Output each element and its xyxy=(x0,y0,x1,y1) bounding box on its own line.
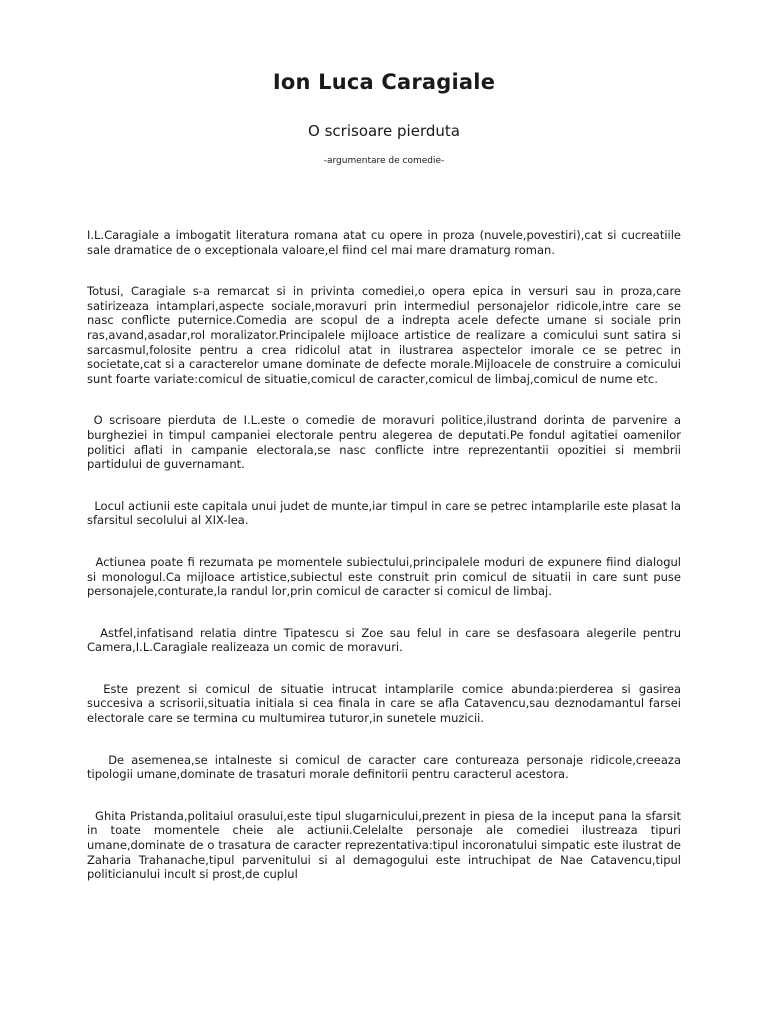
document-title: Ion Luca Caragiale xyxy=(272,70,496,94)
paragraph-play-overview: O scrisoare pierduta de I.L.este o comedie de moravuri politice,ilustrand dorinta de parvenire a burgheziei in timpul campaniei electorale pentru alegerea de deputati.Pe fondul agitatiei oamenilor politici aflati in campanie electorala,se nasc conflicte intre reprezentantii opozitiei si membrii partidului de guvernamant. xyxy=(87,413,681,472)
paragraph-intro: I.L.Caragiale a imbogatit literatura romana atat cu opere in proza (nuvele,povestiri),cat si cucreatiile sale dramatice de o exceptionala valoare,el fiind cel mai mare dramaturg roman. xyxy=(87,228,681,257)
document-subtitle: O scrisoare pierduta xyxy=(308,122,460,140)
paragraph-setting: Locul actiunii este capitala unui judet de munte,iar timpul in care se petrec intamplarile este plasat la sfarsitul secolului al XIX-lea. xyxy=(87,498,681,528)
paragraph-character-comic: De asemenea,se intalneste si comicul de caracter care contureaza personaje ridicole,creeaza tipologii umane,dominate de trasaturi morale definitorii pentru caracterul acestora. xyxy=(87,752,681,782)
paragraph-action: Actiunea poate fi rezumata pe momentele subiectului,principalele moduri de expunere fiind dialogul si monologul.Ca mijloace artistice,subiectul este construit prin comicul de situatii in care sunt puse personajele,conturate,la randul lor,prin comicul de caracter si comicul de limbaj. xyxy=(87,554,681,599)
paragraph-comedy-definition: Totusi, Caragiale s-a remarcat si in privinta comediei,o opera epica in versuri sau in proza,care satirizeaza intamplari,aspecte sociale,moravuri prin intermediul personajelor ridicole,intre care se nasc conflicte puternice.Comedia are scopul de a indrepta acele defecte umane si sociale prin ras,avand,asadar,rol moralizator.Principalele mijloace artistice de realizare a comicului sunt satira si sarcasmul,folosite pentru a crea ridicolul atat in ilustrarea aspectelor imorale ce se petrec in societate,cat si a caracterelor umane dominate de defecte morale.Mijloacele de construire a comicului sunt foarte variate:comicul de situatie,comicul de caracter,comicul de limbaj,comicul de nume etc. xyxy=(87,284,681,386)
paragraph-situational-comic: Este prezent si comicul de situatie intrucat intamplarile comice abunda:pierderea si gasirea succesiva a scrisorii,situatia initiala si cea finala in care se afla Catavencu,sau deznodamantul farsei electorale care se termina cu multumirea tuturor,in sunetele muzicii. xyxy=(87,681,681,726)
paragraph-comic-of-manners: Astfel,infatisand relatia dintre Tipatescu si Zoe sau felul in care se desfasoara alegerile pentru Camera,I.L.Caragiale realizeaza un comic de moravuri. xyxy=(87,625,681,655)
paragraph-characters: Ghita Pristanda,politaiul orasului,este tipul slugarnicului,prezent in piesa de la inceput pana la sfarsit in toate momentele cheie ale actiunii.Celelalte personaje ale comediei ilustreaza tipuri umane,dominate de o trasatura de caracter reprezentativa:tipul incoronatului simpatic este ilustrat de Zaharia Trahanache,tipul parvenitului si al demagogului este intruchipat de Nae Catavencu,tipul politicianului incult si prost,de cuplul xyxy=(87,808,681,882)
document-caption: -argumentare de comedie- xyxy=(323,156,445,166)
document-body xyxy=(87,228,681,909)
